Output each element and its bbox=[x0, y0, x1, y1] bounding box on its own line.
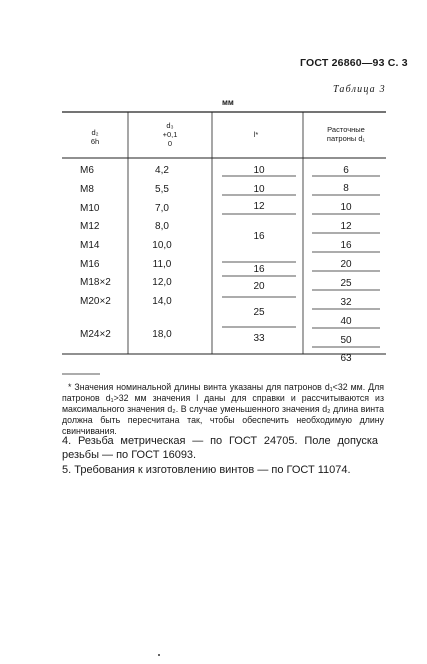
thread-cell: M16 bbox=[80, 259, 100, 270]
chuck-cell: 16 bbox=[340, 240, 352, 251]
length-cell: 20 bbox=[253, 281, 265, 292]
chuck-cell: 50 bbox=[340, 335, 352, 346]
diameter-cell: 12,0 bbox=[152, 277, 172, 288]
chuck-cell: 40 bbox=[340, 316, 352, 327]
length-cell: 16 bbox=[253, 264, 265, 275]
paragraph-thread-spec: 4. Резьба метрическая — по ГОСТ 24705. Поле допуска резьбы — по ГОСТ 16093. bbox=[62, 435, 378, 461]
column-header-chuck-line2: патроны d₁ bbox=[326, 134, 366, 143]
column-header-chuck-line1: Расточные bbox=[327, 125, 365, 134]
table-footnote bbox=[62, 382, 384, 437]
column-header-length: l* bbox=[253, 130, 259, 139]
column-header-diameter bbox=[140, 121, 200, 148]
chuck-cell: 32 bbox=[340, 297, 352, 308]
thread-cell: M10 bbox=[80, 203, 100, 214]
chuck-cell: 12 bbox=[340, 221, 352, 232]
thread-cell: M12 bbox=[80, 221, 100, 232]
column-header-thread-symbol: d₂ bbox=[91, 128, 99, 137]
column-header-chuck bbox=[308, 125, 384, 143]
column-header-diameter-lower: 0 bbox=[167, 139, 173, 148]
paragraph-manufacturing-requirements: 5. Требования к изготовлению винтов — по ГОСТ 11074. bbox=[62, 464, 351, 476]
thread-cell: M8 bbox=[80, 184, 94, 195]
diameter-cell: 5,5 bbox=[155, 184, 169, 195]
chuck-cell: 25 bbox=[340, 278, 352, 289]
length-cell: 10 bbox=[253, 165, 265, 176]
diameter-cell: 14,0 bbox=[152, 296, 172, 307]
length-cell: 12 bbox=[253, 201, 265, 212]
chuck-cell: 63 bbox=[340, 353, 352, 364]
page-mark bbox=[158, 654, 160, 656]
thread-cell: M14 bbox=[80, 240, 100, 251]
thread-cell: M24×2 bbox=[80, 329, 111, 340]
standard-reference: ГОСТ 26860—93 С. 3 bbox=[300, 57, 408, 69]
chuck-cell: 20 bbox=[340, 259, 352, 270]
diameter-cell: 18,0 bbox=[152, 329, 172, 340]
chuck-cell: 10 bbox=[340, 202, 352, 213]
footnote-text: * Значения номинальной длины винта указаны для патронов d₁<32 мм. Для патронов d₁>32 мм значения l даны для справки и рассчитываются из максимального значения d₂. В случае уменьшенного значения d₂ длина винта должна быть пересчитана так, чтобы обеспечить необходимую длину свинчивания. bbox=[62, 382, 384, 436]
diameter-cell: 4,2 bbox=[155, 165, 169, 176]
column-header-thread bbox=[62, 128, 128, 146]
diameter-cell: 7,0 bbox=[155, 203, 169, 214]
thread-cell: M6 bbox=[80, 165, 94, 176]
length-cell: 10 bbox=[253, 184, 265, 195]
diameter-cell: 8,0 bbox=[155, 221, 169, 232]
diameter-cell: 10,0 bbox=[152, 240, 172, 251]
length-cell: 25 bbox=[253, 307, 265, 318]
chuck-cell: 8 bbox=[343, 183, 349, 194]
units-label: мм bbox=[222, 98, 234, 107]
chuck-cell: 6 bbox=[343, 165, 349, 176]
length-cell: 33 bbox=[253, 333, 265, 344]
table-caption: Таблица 3 bbox=[333, 84, 386, 95]
thread-cell: M20×2 bbox=[80, 296, 111, 307]
thread-cell: M18×2 bbox=[80, 277, 111, 288]
column-header-diameter-upper: +0,1 bbox=[162, 130, 178, 139]
diameter-cell: 11,0 bbox=[152, 259, 172, 270]
length-cell: 16 bbox=[253, 231, 265, 242]
column-header-diameter-symbol: d₃ bbox=[166, 121, 174, 130]
column-header-thread-tolerance: 6h bbox=[90, 137, 100, 146]
